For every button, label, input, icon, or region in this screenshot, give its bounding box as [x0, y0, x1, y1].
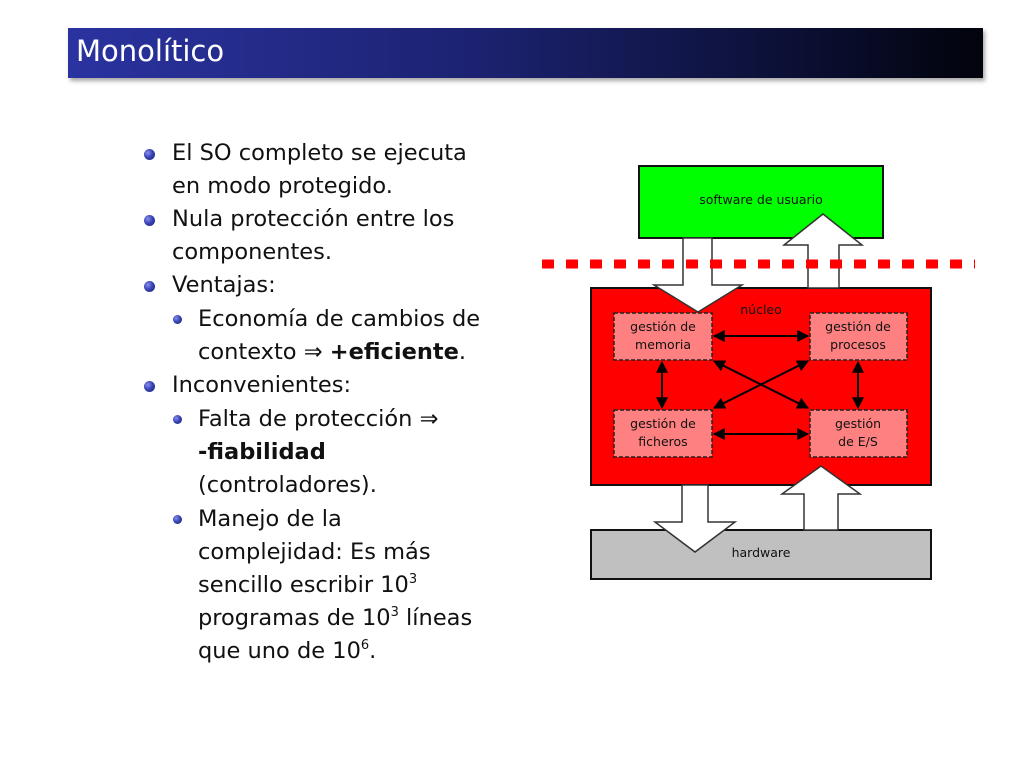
files-module-label-line1: gestión de — [630, 416, 696, 431]
bullet-text: El SO completo se ejecuta — [172, 140, 467, 166]
memory-module-label-line2: memoria — [635, 337, 691, 352]
io-module-label-line2: de E/S — [838, 434, 878, 449]
bullet-text: componentes. — [172, 239, 333, 265]
bullet-text: Nula protección entre los — [172, 206, 455, 232]
bullet-text: (controladores). — [198, 472, 377, 498]
bullet-text: Manejo de la — [198, 506, 342, 532]
bullet-text: en modo protegido. — [172, 173, 393, 199]
bullet-text: Ventajas: — [172, 272, 276, 298]
bullet-text: que uno de 10 — [198, 638, 361, 664]
hardware-label: hardware — [731, 545, 791, 560]
bullet-text: sencillo escribir 10 — [198, 572, 409, 598]
processes-module-label-line2: procesos — [830, 337, 886, 352]
bullet-text: contexto ⇒ — [198, 339, 330, 365]
user-software-label: software de usuario — [699, 192, 823, 207]
bullet-text: complejidad: Es más — [198, 539, 431, 565]
slide-title: Monolítico — [76, 34, 225, 68]
kernel-label: núcleo — [740, 302, 782, 317]
bullet-text: programas de 10 — [198, 605, 391, 631]
superscript: 6 — [360, 638, 370, 653]
bullet-bold-text: +eficiente — [329, 339, 459, 365]
superscript: 3 — [408, 572, 418, 587]
processes-module-label-line1: gestión de — [825, 319, 891, 334]
bullet-text: . — [369, 638, 377, 664]
bullet-text: . — [458, 339, 467, 365]
bullet-bold-text: -fiabilidad — [198, 439, 326, 465]
io-module-label-line1: gestión — [834, 416, 882, 431]
files-module-label-line2: ficheros — [638, 434, 688, 449]
bullet-text: Falta de protección ⇒ — [198, 406, 439, 432]
superscript: 3 — [390, 605, 399, 620]
bullet-text: líneas — [398, 605, 473, 631]
memory-module-label-line1: gestión de — [630, 319, 696, 334]
bullet-text: Inconvenientes: — [172, 372, 352, 398]
bullet-text: Economía de cambios de — [198, 306, 481, 332]
